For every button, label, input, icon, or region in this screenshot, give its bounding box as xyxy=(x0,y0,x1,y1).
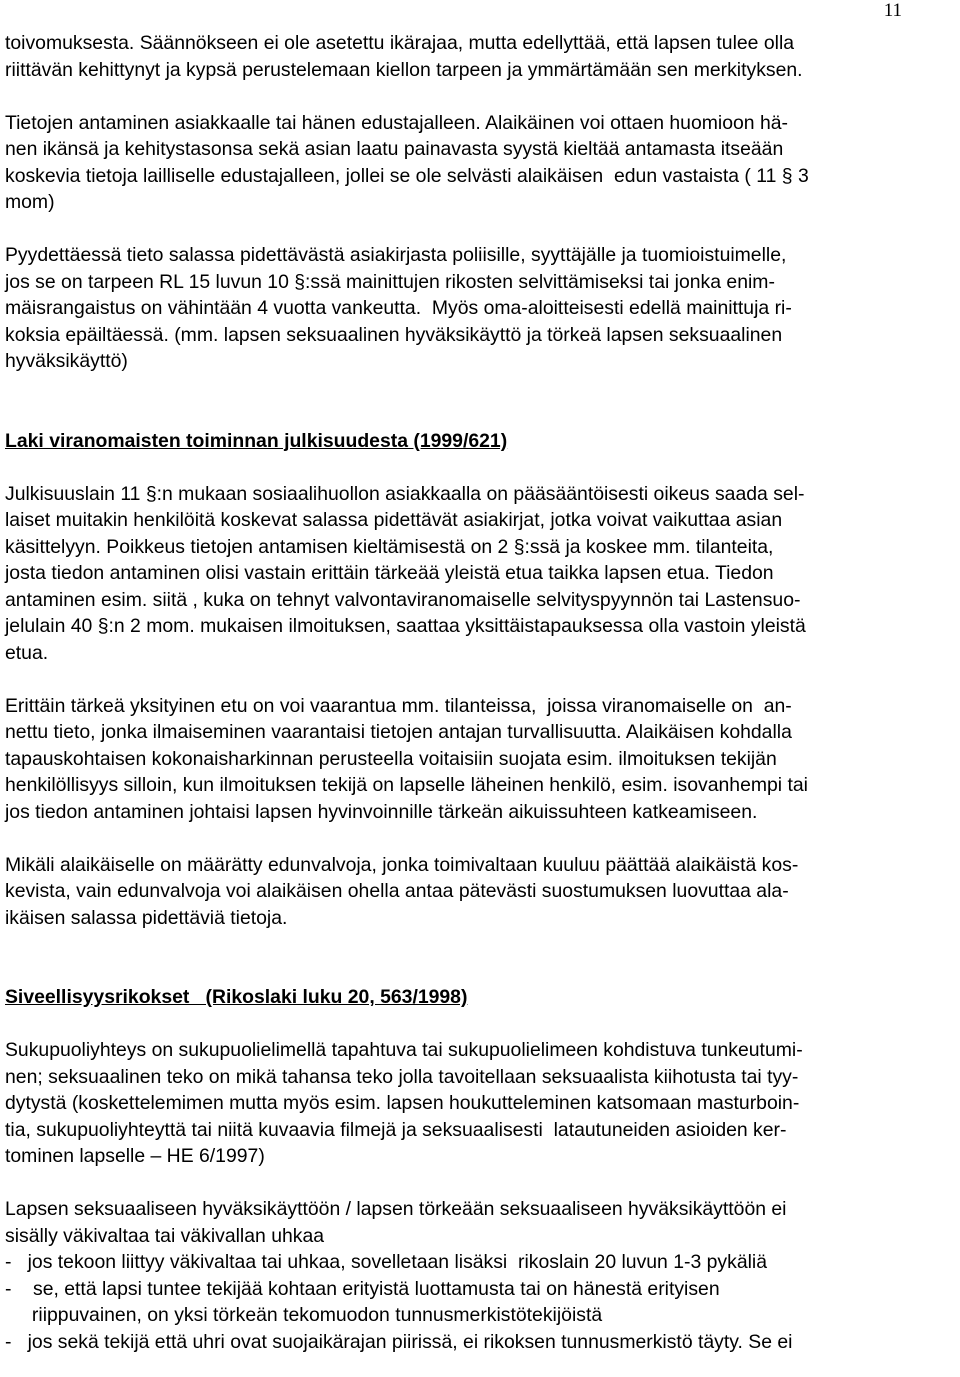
text-line: mom) xyxy=(5,191,55,213)
list-item: - jos sekä tekijä että uhri ovat suojaikärajan piirissä, ei rikoksen tunnusmerkistö täyty. Se ei xyxy=(5,1330,793,1353)
text-line: koksia epäiltäessä. (mm. lapsen seksuaalinen hyväksikäyttö ja törkeä lapsen seksuaalinen xyxy=(5,323,783,346)
text-line: toivomuksesta. Säännökseen ei ole asetettu ikärajaa, mutta edellyttää, että lapsen tulee olla xyxy=(5,32,795,54)
text-line: tominen lapselle – HE 6/1997) xyxy=(5,1145,265,1167)
text-line: ikäisen salassa pidettäviä tietoja. xyxy=(5,906,288,929)
text-line: Mikäli alaikäiselle on määrätty edunvalvoja, jonka toimivaltaan kuuluu päättää alaikäistä kos- xyxy=(5,853,799,876)
text-line: etua. xyxy=(5,641,49,664)
text-line: mäisrangaistus on vähintään 4 vuotta vankeutta. Myös oma-aloitteisesti edellä mainittuja ri- xyxy=(5,297,792,319)
text-line: sisälly väkivaltaa tai väkivallan uhkaa xyxy=(5,1224,325,1247)
text-line: Sukupuoliyhteys on sukupuolielimellä tapahtuva tai sukupuolielimeen kohdistuva tunkeutumi- xyxy=(5,1039,803,1061)
text-line: hyväksikäyttö) xyxy=(5,350,128,372)
text-line: dytystä (koskettelemimen mutta myös esim. lapsen houkutteleminen katsomaan masturboin- xyxy=(5,1092,800,1114)
text-line: Tietojen antaminen asiakkaalle tai hänen edustajalleen. Alaikäinen voi ottaen huomioon hä- xyxy=(5,111,788,134)
text-line: kevista, vain edunvalvoja voi alaikäisen ohella antaa pätevästi suostumuksen luovuttaa ala- xyxy=(5,880,789,902)
text-line: Lapsen seksuaaliseen hyväksikäyttöön / lapsen törkeään seksuaaliseen hyväksikäyttöön ei xyxy=(5,1198,787,1220)
page-number: 11 xyxy=(883,0,902,21)
list-item: - jos tekoon liittyy väkivaltaa tai uhkaa, sovelletaan lisäksi rikoslain 20 luvun 1-3 pykäliä xyxy=(5,1251,768,1273)
text-line: nen ikänsä ja kehitystasonsa sekä asian laatu painavasta syystä kieltää antamasta itseään xyxy=(5,138,784,160)
text-line: Julkisuuslain 11 §:n mukaan sosiaalihuollon asiakkaalla on pääsääntöisesti oikeus saada sel- xyxy=(5,482,805,505)
text-line: käsittelyyn. Poikkeus tietojen antamisen kieltämisestä on 2 §:ssä ja koskee mm. tilanteita, xyxy=(5,535,774,558)
text-line xyxy=(5,216,955,243)
text-line: laiset muitakin henkilöitä koskevat salassa pidettävät asiakirjat, jotka voivat vaikuttaa asian xyxy=(5,509,783,531)
text-line: Pyydettäessä tieto salassa pidettävästä asiakirjasta poliisille, syyttäjälle ja tuomioistuimelle, xyxy=(5,244,787,266)
text-line: nettu tieto, jonka ilmaiseminen vaarantaisi tietojen antajan turvallisuutta. Alaikäisen kohdalla xyxy=(5,721,792,743)
text-line: jelulain 40 §:n 2 mom. mukaisen ilmoituksen, saattaa yksittäistapauksessa olla vastoin yleistä xyxy=(5,615,806,637)
text-line: tia, sukupuoliyhteyttä tai niitä kuvaavia filmejä ja seksuaalisesti latautuneiden asioiden ker- xyxy=(5,1118,787,1141)
document-body xyxy=(5,30,955,1355)
text-line: nen; seksuaalinen teko on mikä tahansa teko jolla tavoitellaan seksuaalista kiihotusta tai tyy- xyxy=(5,1065,799,1088)
text-line: jos tiedon antaminen johtaisi lapsen hyvinvoinnille tärkeän aikuissuhteen katkeamiseen. xyxy=(5,800,758,823)
text-line: tapauskohtaisen kokonaisharkinnan perusteella voitaisiin suojata esim. ilmoituksen tekijän xyxy=(5,747,777,770)
text-line: koskevia tietoja lailliselle edustajalleen, jollei se ole selvästi alaikäisen edun vastaista ( 11 § 3 xyxy=(5,164,809,187)
text-line: Erittäin tärkeä yksityinen etu on voi vaarantua mm. tilanteissa, joissa viranomaiselle on an- xyxy=(5,694,792,717)
text-line: henkilöllisyys silloin, kun ilmoituksen tekijä on lapselle läheinen henkilö, esim. isovanhempi tai xyxy=(5,774,808,796)
section-heading: Siveellisyysrikokset (Rikoslaki luku 20, 563/1998) xyxy=(5,986,468,1008)
list-item: riippuvainen, on yksi törkeän tekomuodon tunnusmerkistötekijöistä xyxy=(5,1304,603,1326)
text-line: riittävän kehittynyt ja kypsä perustelemaan kiellon tarpeen ja ymmärtämään sen merkityksen. xyxy=(5,58,803,81)
text-line xyxy=(5,83,955,110)
text-line: jos se on tarpeen RL 15 luvun 10 §:ssä mainittujen rikosten selvittämiseksi tai jonka enim- xyxy=(5,270,775,293)
section-heading: Laki viranomaisten toiminnan julkisuudesta (1999/621) xyxy=(5,429,508,452)
text-line: josta tiedon antaminen olisi vastain erittäin tärkeää yleistä etua taikka lapsen etua. Tiedon xyxy=(5,562,774,584)
list-item: - se, että lapsi tuntee tekijää kohtaan erityistä luottamusta tai on hänestä erityisen xyxy=(5,1277,720,1300)
text-line: antaminen esim. siitä , kuka on tehnyt valvontaviranomaiselle selvityspyynnön tai Lastensuo- xyxy=(5,588,801,611)
